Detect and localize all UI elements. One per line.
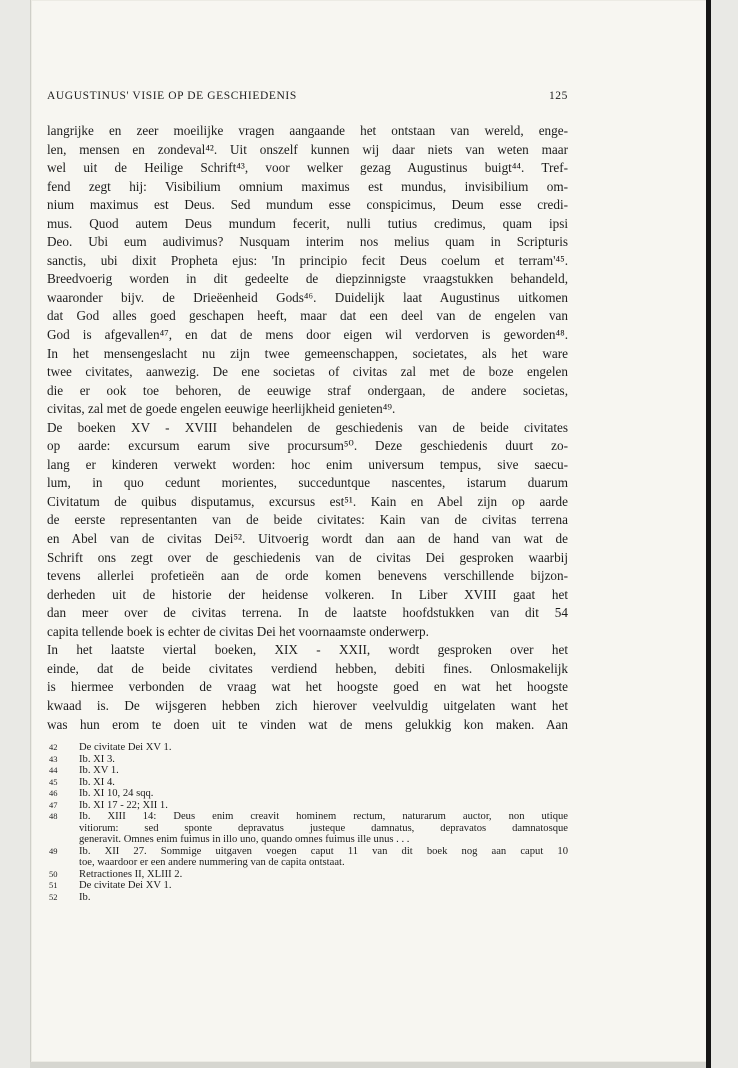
text-line: derheden uit de historie der heidense volkeren. In Liber XVIII gaat het — [47, 586, 568, 602]
text-line: de eerste representanten van de beide civitates: Kain van de civitas terrena — [47, 512, 568, 528]
footnote-text: Ib. XI 17 - 22; XII 1. — [79, 799, 168, 811]
text-line: Breedvoerig worden in dit gedeelte de diepzinnigste vraagstukken behandeld, — [47, 271, 568, 287]
paragraph-3 — [47, 641, 568, 734]
text-line: In het laatste viertal boeken, XIX - XXII, wordt gesproken over het — [47, 642, 568, 658]
footnote-number: 50 — [49, 868, 58, 879]
text-line: was hun erom te doen uit te vinden wat de mens gelukkig kon maken. Aan — [47, 716, 568, 732]
page-bottom-shade — [30, 1062, 706, 1068]
text-line: civitas, zal met de goede engelen eeuwige heerlijkheid genieten⁴⁹. — [47, 401, 396, 417]
text-line: mus. Quod autem Deus mundum fecerit, nulli tutius credimus, quam ipsi — [47, 215, 568, 231]
footnote-text: Ib. XI 10, 24 sqq. — [79, 788, 154, 799]
text-line: Deo. Ubi eum audivimus? Nusquam interim nos melius quam in Scripturis — [47, 234, 568, 250]
footnote-text: Ib. XIII 14: Deus enim creavit hominem rectum, naturarum auctor, non utique — [79, 811, 568, 822]
footnote-text: De civitate Dei XV 1. — [79, 880, 172, 891]
text-line: capita tellende boek is echter de civitas Dei het voornaamste onderwerp. — [47, 623, 429, 639]
footnote-text: Ib. XI 3. — [79, 753, 115, 765]
footnote-number: 45 — [49, 776, 58, 787]
footnote-text: De civitate Dei XV 1. — [79, 742, 172, 753]
footnote-number: 51 — [49, 880, 58, 890]
text-line: dat God alles goed geschapen heeft, maar dat een deel van de engelen van — [47, 308, 568, 324]
footnote-42 — [47, 742, 568, 754]
text-line: die er ook toe behoren, de eeuwige straf ondergaan, de andere societas, — [47, 382, 568, 398]
text-line: In het mensengeslacht nu zijn twee gemeenschappen, societates, als het ware — [47, 345, 568, 361]
text-line: De boeken XV - XVIII behandelen de geschiedenis van de beide civitates — [47, 419, 568, 435]
page-edge-bar — [706, 0, 711, 1068]
footnote-number: 48 — [49, 811, 58, 821]
text-line: lum, in quo cedunt morientes, succeduntque nascentes, istarum duarum — [47, 475, 568, 491]
footnote-number: 52 — [49, 891, 58, 902]
footnote-44 — [47, 765, 568, 777]
text-line: dan meer over de civitas terrena. In de laatste hoofdstukken van dit 54 — [47, 605, 568, 621]
text-line: nium maximus est Deus. Sed mundum esse conspicimus, Deum esse credi- — [47, 197, 568, 213]
text-line: God is afgevallen⁴⁷, en dat de mens door eigen wil verdorven is geworden⁴⁸. — [47, 327, 568, 343]
paragraph-2 — [47, 419, 568, 642]
text-line: Schrift ons zegt over de geschiedenis van de civitas Dei gesproken waarbij — [47, 549, 568, 565]
footnote-text: Ib. XV 1. — [79, 765, 119, 776]
text-line: op aarde: excursum earum sive procursum⁵⁰. Deze geschiedenis duurt zo- — [47, 438, 568, 454]
footnote-51 — [47, 880, 568, 892]
text-line: einde, dat de beide civitates verdiend hebben, debiti fines. Onlosmakelijk — [47, 660, 568, 676]
footnote-text: Ib. — [79, 891, 91, 903]
footnote-text: Retractiones II, XLIII 2. — [79, 868, 183, 880]
footnote-number: 46 — [49, 788, 58, 798]
footnote-47 — [47, 800, 568, 812]
footnote-number: 49 — [49, 845, 58, 856]
text-line: is hiermee verbonden de vraag wat het hoogste goed en wat het hoogste — [47, 679, 568, 695]
footnote-49 — [47, 846, 568, 869]
text-line: lang er kinderen verwekt worden: hoc enim universum tempus, sive saecu- — [47, 456, 568, 472]
footnote-46 — [47, 788, 568, 800]
footnote-text: toe, waardoor er een andere nummering van de capita ontstaat. — [79, 857, 345, 868]
footnote-number: 47 — [49, 799, 58, 810]
body-text — [47, 122, 568, 734]
footnote-number: 43 — [49, 753, 58, 764]
text-line: en Abel van de civitas Dei⁵². Uitvoerig wordt dan aan de hand van wat de — [47, 531, 568, 547]
footnote-text: generavit. Omnes enim fuimus in illo uno, quando omnes fuimus ille unus . . . — [79, 834, 410, 845]
footnote-52 — [47, 892, 568, 904]
text-line: twee civitates, aanwezig. De ene societas of civitas zal met de boze engelen — [47, 364, 568, 380]
footnote-text: Ib. XII 27. Sommige uitgaven voegen caput 11 van dit boek nog aan caput 10 — [79, 845, 568, 857]
text-line: len, mensen en zondeval⁴². Uit onszelf kunnen wij daar niets van weten maar — [47, 141, 568, 157]
text-line: sanctis, ubi dixit Propheta ejus: 'In principio fecit Deus coelum et terram'⁴⁵. — [47, 252, 568, 268]
page-number: 125 — [548, 90, 568, 102]
footnote-number: 44 — [49, 765, 58, 775]
running-title: AUGUSTINUS' VISIE OP DE GESCHIEDENIS — [47, 90, 297, 102]
text-line: Civitatum de quibus disputamus, excursus est⁵¹. Kain en Abel zijn op aarde — [47, 493, 568, 509]
text-line: tevens allerlei profetieën aan de orde komen benevens verschillende bijzon- — [47, 568, 568, 584]
paragraph-1 — [47, 122, 568, 419]
footnote-50 — [47, 869, 568, 881]
text-line: wel uit de Heilige Schrift⁴³, voor welker gezag Augustinus buigt⁴⁴. Tref- — [47, 160, 568, 176]
running-header — [47, 90, 568, 102]
footnote-43 — [47, 754, 568, 766]
footnote-number: 42 — [49, 742, 58, 752]
footnotes — [47, 742, 568, 903]
footnote-text: Ib. XI 4. — [79, 776, 115, 788]
text-line: fend zegt hij: Visibilium omnium maximus est mundus, invisibilium om- — [47, 178, 568, 194]
text-line: kwaad is. De wijsgeren hebben zich hierover veelvuldig uitgelaten want het — [47, 697, 568, 713]
text-line: langrijke en zeer moeilijke vragen aangaande het ontstaan van wereld, enge- — [47, 123, 568, 138]
footnote-45 — [47, 777, 568, 789]
footnote-text: vitiorum: sed sponte depravatus justeque damnatus, depravatos damnatosque — [79, 822, 568, 834]
footnote-48 — [47, 811, 568, 846]
text-line: waaronder bijv. de Drieëenheid Gods⁴⁶. Duidelijk laat Augustinus uitkomen — [47, 289, 568, 305]
